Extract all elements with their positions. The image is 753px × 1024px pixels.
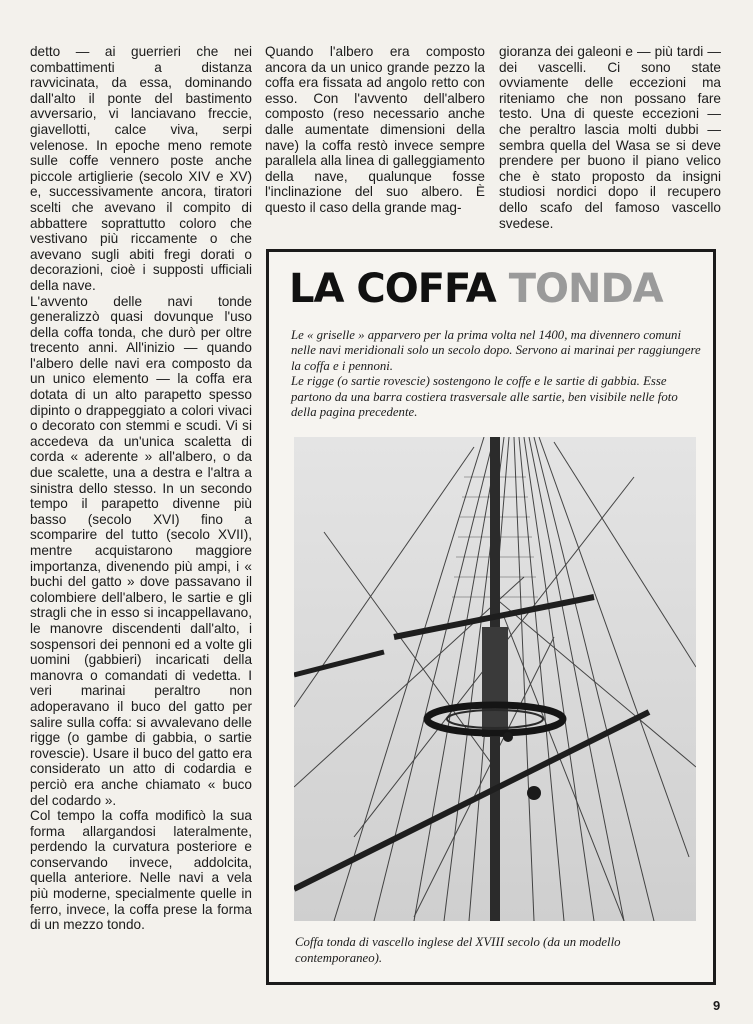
text-column-2 bbox=[265, 44, 485, 216]
page-number: 9 bbox=[713, 998, 721, 1013]
intro-paragraph: Le « griselle » apparvero per la prima volta nel 1400, ma divennero comuni nelle navi meridionali solo un secolo dopo. Servono ai marinai per raggiungere la coffa e i pennoni. bbox=[291, 328, 701, 373]
paragraph: gioranza dei galeoni e — più tardi — dei vascelli. Ci sono state ovviamente delle eccezioni ma riteniamo che non possano fare testo. Una di queste eccezioni — che peraltro lascia molti dubbi — sembra quella del Wasa se si deve prendere per buono il piano velico che è stato proposto da insigni studiosi nordici dopo il recupero dello scafo del famoso vascello svedese. bbox=[499, 44, 721, 231]
intro-paragraph: Le rigge (o sartie rovescie) sostengono le coffe e le sartie di gabbia. Esse partono da una barra costiera trasversale alle sartie, ben visibile nelle foto della pagina precedente. bbox=[291, 374, 678, 420]
paragraph: L'avvento delle navi tonde generalizzò quasi dovunque l'uso della coffa tonda, che durò per oltre trecento anni. All'inizio — quando l'albero delle navi era composto da un unico elemento — la coffa era dotata di un alto parapetto spesso dipinto o drappeggiato a colori vivaci o decorato con stemmi e scudi. Vi si accedeva da un'unica scaletta di corda « aderente » all'albero, o da due scalette, una a destra e l'altra a sinistra dello stesso. In un secondo tempo il parapetto divenne più basso (secolo XVI) fino a scomparire del tutto (secolo XVII), mentre acquistarono maggiore importanza, divenendo più ampi, i « buchi del gatto » dove passavano il colombiere dell'albero, le sartie e gli stragli che in esso si incappellavano, le manovre discendenti dall'alto, i sospensori dei pennoni ed a volte gli uomini (gabbieri) incaricati della manovra o comandati di vedetta. I veri marinai peraltro non adoperavano il buco del gatto per salire sulla coffa: si avvalevano delle rigge (o gambe di gabbia, o sartie rovescie). Usare il buco del gatto era considerato un atto di codardia e perciò era anche chiamato « buco del codardo ». bbox=[30, 293, 252, 808]
box-title bbox=[289, 266, 663, 312]
ship-rigging-photo bbox=[294, 437, 696, 921]
sidebar-box bbox=[266, 249, 716, 985]
text-column-1 bbox=[30, 44, 252, 933]
box-title-part2: TONDA bbox=[508, 266, 663, 312]
text-column-3 bbox=[499, 44, 721, 231]
paragraph: detto — ai guerrieri che nei combattimenti a distanza ravvicinata, da essa, dominando dall'alto il ponte del bastimento avversario, vi lanciavano freccie, giavellotti, calce viva, serpi velenose. In epoche meno remote sulle coffe vennero poste anche piccole artiglierie (secolo XIV e XV) e, successivamente ancora, tiratori scelti che avevano il compito di abbattere soprattutto coloro che vestivano più riccamente o che avevano sugli abiti fregi dorati o decorazioni, cioè i supposti ufficiali della nave. bbox=[30, 44, 252, 293]
box-title-part1: LA COFFA bbox=[289, 266, 496, 312]
paragraph: Col tempo la coffa modificò la sua forma allargandosi lateralmente, perdendo la curvatura posteriore e conservando invece, addolcita, quella anteriore. Nelle navi a vela più moderne, specialmente quelle in ferro, invece, la coffa prese la forma di un mezzo tondo. bbox=[30, 808, 252, 933]
rigging-illustration bbox=[294, 437, 696, 921]
paragraph: Quando l'albero era composto ancora da un unico grande pezzo la coffa era fissata ad angolo retto con esso. Con l'avvento dell'albero composto (reso necessario anche dalle aumentate dimensioni della nave) la coffa restò invece sempre parallela alla linea di galleggiamento della nave, qualunque fosse l'inclinazione del suo albero. È questo il caso della grande mag- bbox=[265, 44, 485, 215]
photo-caption: Coffa tonda di vascello inglese del XVIII secolo (da un modello contemporaneo). bbox=[295, 935, 621, 965]
box-intro bbox=[291, 328, 701, 420]
